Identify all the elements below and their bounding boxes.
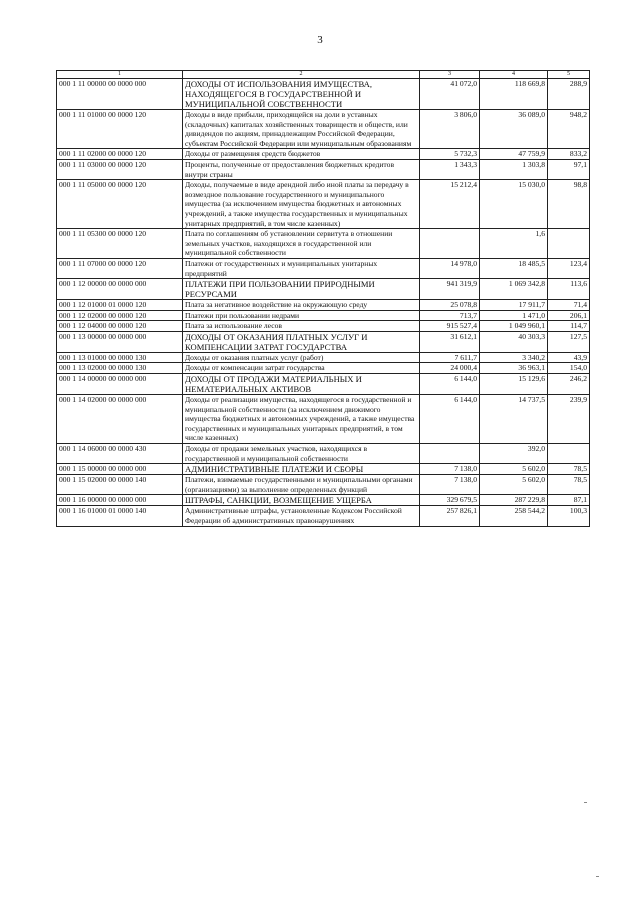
table-row [57, 310, 590, 321]
name-cell: Плата за использование лесов [183, 321, 420, 332]
table-row [57, 258, 590, 278]
table-row [57, 159, 590, 179]
code-cell: 000 1 13 00000 00 0000 000 [57, 331, 183, 352]
plan-value-cell: 257 826,1 [420, 506, 480, 526]
plan-value-cell: 24 000,4 [420, 363, 480, 374]
code-cell: 000 1 14 02000 00 0000 000 [57, 395, 183, 444]
name-cell: Платежи при пользовании недрами [183, 310, 420, 321]
table-row [57, 395, 590, 444]
code-cell: 000 1 11 05000 00 0000 120 [57, 180, 183, 229]
percent-cell: 97,1 [548, 159, 590, 179]
percent-cell: 154,0 [548, 363, 590, 374]
percent-cell: 948,2 [548, 110, 590, 149]
code-cell: 000 1 16 00000 00 0000 000 [57, 495, 183, 506]
actual-value-cell: 1 471,0 [480, 310, 548, 321]
code-cell: 000 1 13 01000 00 0000 130 [57, 352, 183, 363]
column-number: 2 [183, 71, 420, 79]
actual-value-cell: 47 759,9 [480, 149, 548, 160]
code-cell: 000 1 11 00000 00 0000 000 [57, 79, 183, 110]
plan-value-cell: 14 978,0 [420, 258, 480, 278]
percent-cell: 87,1 [548, 495, 590, 506]
plan-value-cell: 3 806,0 [420, 110, 480, 149]
actual-value-cell: 15 129,6 [480, 374, 548, 395]
column-number: 1 [57, 71, 183, 79]
table-row [57, 331, 590, 352]
name-cell: Проценты, полученные от предоставления бюджетных кредитов внутри страны [183, 159, 420, 179]
table-row [57, 374, 590, 395]
table-row [57, 352, 590, 363]
percent-cell: 71,4 [548, 300, 590, 311]
actual-value-cell: 392,0 [480, 444, 548, 464]
scan-mark [596, 876, 599, 877]
actual-value-cell: 1 049 960,1 [480, 321, 548, 332]
plan-value-cell: 15 212,4 [420, 180, 480, 229]
code-cell: 000 1 15 00000 00 0000 000 [57, 464, 183, 475]
actual-value-cell: 15 030,0 [480, 180, 548, 229]
code-cell: 000 1 15 02000 00 0000 140 [57, 475, 183, 495]
plan-value-cell: 25 078,8 [420, 300, 480, 311]
percent-cell: 123,4 [548, 258, 590, 278]
table-row [57, 506, 590, 526]
name-cell: Доходы от реализации имущества, находящегося в государственной и муниципальной собственности (за исключением движимого имущества бюджетных и автономных учреждений, а также имущества государственных и муниципальных унитарных предприятий, в том числе казенных) [183, 395, 420, 444]
percent-cell: 288,9 [548, 79, 590, 110]
actual-value-cell: 3 340,2 [480, 352, 548, 363]
code-cell: 000 1 11 01000 00 0000 120 [57, 110, 183, 149]
percent-cell: 239,9 [548, 395, 590, 444]
revenue-table [56, 70, 590, 527]
name-cell: Доходы от компенсации затрат государства [183, 363, 420, 374]
plan-value-cell: 7 138,0 [420, 464, 480, 475]
code-cell: 000 1 14 00000 00 0000 000 [57, 374, 183, 395]
table-row [57, 495, 590, 506]
name-cell: Платежи, взимаемые государственными и муниципальными органами (организациями) за выполнение определенных функций [183, 475, 420, 495]
percent-cell: 78,5 [548, 464, 590, 475]
table-row [57, 464, 590, 475]
name-cell: Доходы в виде прибыли, приходящейся на доли в уставных (складочных) капиталах хозяйственных товариществ и обществ, или дивидендов по акциям, принадлежащим Российской Федерации, субъектам Российской Федерации или муниципальным образованиям [183, 110, 420, 149]
actual-value-cell: 40 303,3 [480, 331, 548, 352]
name-cell: Плата по соглашениям об установлении сервитута в отношении земельных участков, находящихся в государственной или муниципальной собственности [183, 229, 420, 259]
plan-value-cell: 7 138,0 [420, 475, 480, 495]
name-cell: ДОХОДЫ ОТ ОКАЗАНИЯ ПЛАТНЫХ УСЛУГ И КОМПЕНСАЦИИ ЗАТРАТ ГОСУДАРСТВА [183, 331, 420, 352]
percent-cell: 833,2 [548, 149, 590, 160]
plan-value-cell [420, 444, 480, 464]
percent-cell: 246,2 [548, 374, 590, 395]
actual-value-cell: 36 963,1 [480, 363, 548, 374]
table-row [57, 279, 590, 300]
name-cell: Доходы от продажи земельных участков, находящихся в государственной и муниципальной собственности [183, 444, 420, 464]
plan-value-cell: 329 679,5 [420, 495, 480, 506]
page-number: 3 [317, 34, 323, 46]
plan-value-cell: 941 319,9 [420, 279, 480, 300]
code-cell: 000 1 13 02000 00 0000 130 [57, 363, 183, 374]
plan-value-cell: 31 612,1 [420, 331, 480, 352]
code-cell: 000 1 14 06000 00 0000 430 [57, 444, 183, 464]
table-row [57, 180, 590, 229]
plan-value-cell: 6 144,0 [420, 374, 480, 395]
percent-cell [548, 229, 590, 259]
name-cell: ДОХОДЫ ОТ ПРОДАЖИ МАТЕРИАЛЬНЫХ И НЕМАТЕРИАЛЬНЫХ АКТИВОВ [183, 374, 420, 395]
table-row [57, 149, 590, 160]
actual-value-cell: 1 303,8 [480, 159, 548, 179]
actual-value-cell: 118 669,8 [480, 79, 548, 110]
scan-mark [584, 802, 587, 803]
percent-cell: 98,8 [548, 180, 590, 229]
plan-value-cell: 713,7 [420, 310, 480, 321]
name-cell: Платежи от государственных и муниципальных унитарных предприятий [183, 258, 420, 278]
actual-value-cell: 17 911,7 [480, 300, 548, 311]
plan-value-cell: 7 611,7 [420, 352, 480, 363]
actual-value-cell: 1 069 342,8 [480, 279, 548, 300]
table-row [57, 110, 590, 149]
percent-cell: 127,5 [548, 331, 590, 352]
percent-cell: 78,5 [548, 475, 590, 495]
name-cell: АДМИНИСТРАТИВНЫЕ ПЛАТЕЖИ И СБОРЫ [183, 464, 420, 475]
table-row [57, 475, 590, 495]
code-cell: 000 1 11 07000 00 0000 120 [57, 258, 183, 278]
plan-value-cell: 41 072,0 [420, 79, 480, 110]
actual-value-cell: 5 602,0 [480, 464, 548, 475]
actual-value-cell: 1,6 [480, 229, 548, 259]
name-cell: ШТРАФЫ, САНКЦИИ, ВОЗМЕЩЕНИЕ УЩЕРБА [183, 495, 420, 506]
table-row [57, 229, 590, 259]
plan-value-cell: 1 343,3 [420, 159, 480, 179]
table-row [57, 79, 590, 110]
table-row [57, 363, 590, 374]
name-cell: Доходы от оказания платных услуг (работ) [183, 352, 420, 363]
code-cell: 000 1 12 02000 00 0000 120 [57, 310, 183, 321]
code-cell: 000 1 12 01000 01 0000 120 [57, 300, 183, 311]
code-cell: 000 1 12 00000 00 0000 000 [57, 279, 183, 300]
column-number: 4 [480, 71, 548, 79]
percent-cell: 113,6 [548, 279, 590, 300]
actual-value-cell: 36 089,0 [480, 110, 548, 149]
actual-value-cell: 18 485,5 [480, 258, 548, 278]
code-cell: 000 1 11 02000 00 0000 120 [57, 149, 183, 160]
name-cell: Административные штрафы, установленные Кодексом Российской Федерации об административных правонарушениях [183, 506, 420, 526]
percent-cell: 43,9 [548, 352, 590, 363]
actual-value-cell: 14 737,5 [480, 395, 548, 444]
actual-value-cell: 5 602,0 [480, 475, 548, 495]
actual-value-cell: 258 544,2 [480, 506, 548, 526]
column-number: 5 [548, 71, 590, 79]
name-cell: Доходы от размещения средств бюджетов [183, 149, 420, 160]
code-cell: 000 1 16 01000 01 0000 140 [57, 506, 183, 526]
percent-cell: 100,3 [548, 506, 590, 526]
name-cell: Плата за негативное воздействие на окружающую среду [183, 300, 420, 311]
name-cell: Доходы, получаемые в виде арендной либо иной платы за передачу в возмездное пользование государственного и муниципального имущества (за исключением имущества бюджетных и автономных учреждений, а также имущества государственных и муниципальных унитарных предприятий, в том числе казенных) [183, 180, 420, 229]
table-row [57, 321, 590, 332]
table-row [57, 300, 590, 311]
percent-cell [548, 444, 590, 464]
table-row [57, 444, 590, 464]
plan-value-cell: 6 144,0 [420, 395, 480, 444]
name-cell: ДОХОДЫ ОТ ИСПОЛЬЗОВАНИЯ ИМУЩЕСТВА, НАХОДЯЩЕГОСЯ В ГОСУДАРСТВЕННОЙ И МУНИЦИПАЛЬНОЙ СОБСТВЕННОСТИ [183, 79, 420, 110]
code-cell: 000 1 11 03000 00 0000 120 [57, 159, 183, 179]
table-header-row [57, 71, 590, 79]
actual-value-cell: 287 229,8 [480, 495, 548, 506]
code-cell: 000 1 11 05300 00 0000 120 [57, 229, 183, 259]
column-number: 3 [420, 71, 480, 79]
plan-value-cell: 5 732,3 [420, 149, 480, 160]
name-cell: ПЛАТЕЖИ ПРИ ПОЛЬЗОВАНИИ ПРИРОДНЫМИ РЕСУРСАМИ [183, 279, 420, 300]
plan-value-cell: 915 527,4 [420, 321, 480, 332]
code-cell: 000 1 12 04000 00 0000 120 [57, 321, 183, 332]
percent-cell: 114,7 [548, 321, 590, 332]
plan-value-cell [420, 229, 480, 259]
percent-cell: 206,1 [548, 310, 590, 321]
